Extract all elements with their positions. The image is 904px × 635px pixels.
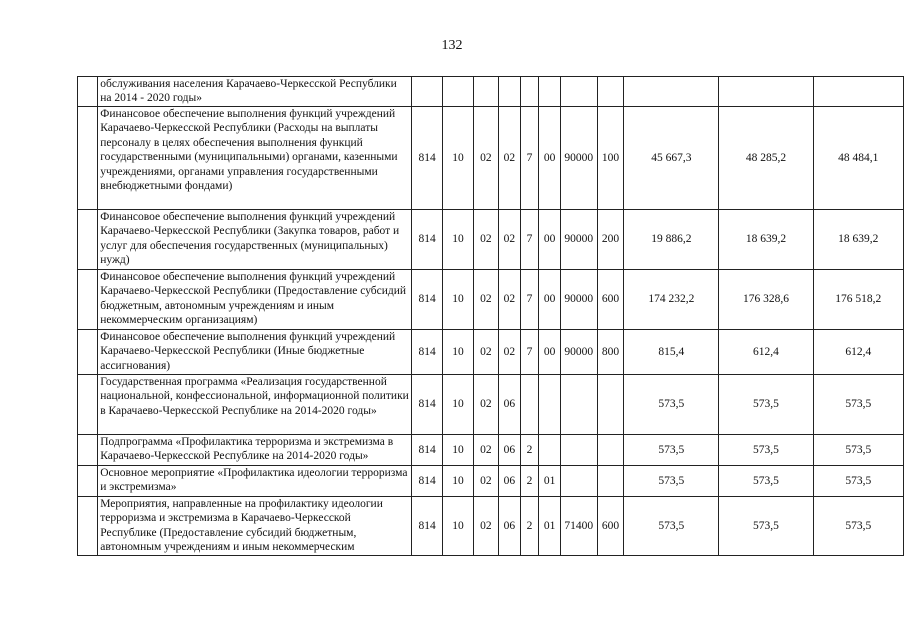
direction-code: 71400 bbox=[560, 497, 597, 556]
table-row bbox=[78, 375, 904, 435]
subprogram-code: 7 bbox=[520, 330, 539, 375]
subprogram-code: 2 bbox=[520, 497, 539, 556]
value-year-3: 612,4 bbox=[813, 330, 903, 375]
event-code: 00 bbox=[539, 330, 561, 375]
table-row bbox=[78, 435, 904, 466]
value-year-2: 573,5 bbox=[719, 375, 813, 435]
direction-code: 90000 bbox=[560, 210, 597, 270]
expense-type-code: 200 bbox=[597, 210, 624, 270]
event-code bbox=[539, 435, 561, 466]
row-name: Финансовое обеспечение выполнения функций учреждений Карачаево-Черкесской Республики (Предоставление субсидий бюджетным, автономным учреждениям и иным некоммерческим организациям) bbox=[98, 270, 412, 330]
section-code: 10 bbox=[443, 107, 473, 210]
subsection-code: 02 bbox=[473, 497, 498, 556]
blank-cell bbox=[78, 330, 98, 375]
subsection-code: 02 bbox=[473, 270, 498, 330]
value-year-2 bbox=[719, 77, 813, 107]
program-code bbox=[499, 77, 521, 107]
expense-type-code: 600 bbox=[597, 497, 624, 556]
direction-code bbox=[560, 77, 597, 107]
value-year-1: 815,4 bbox=[624, 330, 719, 375]
subprogram-code bbox=[520, 375, 539, 435]
value-year-3: 176 518,2 bbox=[813, 270, 903, 330]
blank-cell bbox=[78, 270, 98, 330]
event-code: 01 bbox=[539, 497, 561, 556]
blank-cell bbox=[78, 107, 98, 210]
section-code: 10 bbox=[443, 466, 473, 497]
program-code: 02 bbox=[499, 210, 521, 270]
blank-cell bbox=[78, 77, 98, 107]
section-code: 10 bbox=[443, 210, 473, 270]
expense-type-code bbox=[597, 435, 624, 466]
program-code: 02 bbox=[499, 107, 521, 210]
event-code: 00 bbox=[539, 210, 561, 270]
expense-type-code bbox=[597, 77, 624, 107]
admin-code: 814 bbox=[411, 210, 442, 270]
program-code: 06 bbox=[499, 375, 521, 435]
admin-code: 814 bbox=[411, 466, 442, 497]
row-name: Подпрограмма «Профилактика терроризма и экстремизма в Карачаево-Черкесской Республике на 2014-2020 годы» bbox=[98, 435, 412, 466]
value-year-2: 18 639,2 bbox=[719, 210, 813, 270]
row-name: Финансовое обеспечение выполнения функций учреждений Карачаево-Черкесской Республики (Расходы на выплаты персоналу в целях обеспечения выполнения функций государственными (муниципальными) органами, казенными учреждениями, органами управления государственными внебюджетными фондами) bbox=[98, 107, 412, 210]
value-year-1: 45 667,3 bbox=[624, 107, 719, 210]
section-code: 10 bbox=[443, 330, 473, 375]
row-name: Государственная программа «Реализация государственной национальной, конфессиональной, информационной политики в Карачаево-Черкесской Республике на 2014-2020 годы» bbox=[98, 375, 412, 435]
subprogram-code bbox=[520, 77, 539, 107]
value-year-1: 573,5 bbox=[624, 435, 719, 466]
blank-cell bbox=[78, 375, 98, 435]
expense-type-code: 100 bbox=[597, 107, 624, 210]
subsection-code: 02 bbox=[473, 330, 498, 375]
expense-type-code bbox=[597, 466, 624, 497]
program-code: 06 bbox=[499, 466, 521, 497]
subsection-code: 02 bbox=[473, 435, 498, 466]
admin-code: 814 bbox=[411, 330, 442, 375]
table-row bbox=[78, 210, 904, 270]
direction-code bbox=[560, 375, 597, 435]
value-year-2: 612,4 bbox=[719, 330, 813, 375]
section-code: 10 bbox=[443, 375, 473, 435]
expense-type-code: 800 bbox=[597, 330, 624, 375]
admin-code: 814 bbox=[411, 497, 442, 556]
subsection-code: 02 bbox=[473, 375, 498, 435]
section-code: 10 bbox=[443, 497, 473, 556]
budget-table bbox=[77, 76, 904, 556]
value-year-2: 48 285,2 bbox=[719, 107, 813, 210]
value-year-3: 573,5 bbox=[813, 375, 903, 435]
expense-type-code: 600 bbox=[597, 270, 624, 330]
subsection-code: 02 bbox=[473, 466, 498, 497]
program-code: 02 bbox=[499, 330, 521, 375]
program-code: 06 bbox=[499, 435, 521, 466]
value-year-1: 19 886,2 bbox=[624, 210, 719, 270]
table-row bbox=[78, 270, 904, 330]
direction-code bbox=[560, 466, 597, 497]
admin-code bbox=[411, 77, 442, 107]
direction-code bbox=[560, 435, 597, 466]
event-code: 00 bbox=[539, 107, 561, 210]
admin-code: 814 bbox=[411, 375, 442, 435]
subprogram-code: 2 bbox=[520, 466, 539, 497]
subsection-code: 02 bbox=[473, 210, 498, 270]
value-year-1: 174 232,2 bbox=[624, 270, 719, 330]
blank-cell bbox=[78, 497, 98, 556]
admin-code: 814 bbox=[411, 270, 442, 330]
blank-cell bbox=[78, 210, 98, 270]
value-year-2: 573,5 bbox=[719, 497, 813, 556]
direction-code: 90000 bbox=[560, 107, 597, 210]
row-name: Основное мероприятие «Профилактика идеологии терроризма и экстремизма» bbox=[98, 466, 412, 497]
admin-code: 814 bbox=[411, 107, 442, 210]
table-row bbox=[78, 77, 904, 107]
event-code bbox=[539, 375, 561, 435]
row-name: Финансовое обеспечение выполнения функций учреждений Карачаево-Черкесской Республики (Закупка товаров, работ и услуг для обеспечения государственных (муниципальных) нужд) bbox=[98, 210, 412, 270]
value-year-1: 573,5 bbox=[624, 466, 719, 497]
subprogram-code: 2 bbox=[520, 435, 539, 466]
section-code: 10 bbox=[443, 435, 473, 466]
subsection-code: 02 bbox=[473, 107, 498, 210]
program-code: 06 bbox=[499, 497, 521, 556]
expense-type-code bbox=[597, 375, 624, 435]
value-year-3 bbox=[813, 77, 903, 107]
table-row bbox=[78, 107, 904, 210]
value-year-3: 573,5 bbox=[813, 466, 903, 497]
value-year-3: 573,5 bbox=[813, 435, 903, 466]
subprogram-code: 7 bbox=[520, 270, 539, 330]
page-number: 132 bbox=[441, 38, 463, 53]
value-year-3: 48 484,1 bbox=[813, 107, 903, 210]
value-year-3: 573,5 bbox=[813, 497, 903, 556]
blank-cell bbox=[78, 435, 98, 466]
value-year-2: 573,5 bbox=[719, 435, 813, 466]
direction-code: 90000 bbox=[560, 270, 597, 330]
value-year-2: 176 328,6 bbox=[719, 270, 813, 330]
table-row bbox=[78, 466, 904, 497]
row-name: Мероприятия, направленные на профилактику идеологии терроризма и экстремизма в Карачаево-Черкесской Республике (Предоставление субсидий бюджетным, автономным учреждениям и иным некоммерческим bbox=[98, 497, 412, 556]
value-year-2: 573,5 bbox=[719, 466, 813, 497]
table-row bbox=[78, 497, 904, 556]
admin-code: 814 bbox=[411, 435, 442, 466]
value-year-3: 18 639,2 bbox=[813, 210, 903, 270]
row-name: Финансовое обеспечение выполнения функций учреждений Карачаево-Черкесской Республики (Иные бюджетные ассигнования) bbox=[98, 330, 412, 375]
table-row bbox=[78, 330, 904, 375]
event-code: 01 bbox=[539, 466, 561, 497]
event-code: 00 bbox=[539, 270, 561, 330]
blank-cell bbox=[78, 466, 98, 497]
row-name: обслуживания населения Карачаево-Черкесской Республики на 2014 - 2020 годы» bbox=[98, 77, 412, 107]
section-code bbox=[443, 77, 473, 107]
subprogram-code: 7 bbox=[520, 210, 539, 270]
value-year-1 bbox=[624, 77, 719, 107]
direction-code: 90000 bbox=[560, 330, 597, 375]
value-year-1: 573,5 bbox=[624, 375, 719, 435]
subprogram-code: 7 bbox=[520, 107, 539, 210]
subsection-code bbox=[473, 77, 498, 107]
value-year-1: 573,5 bbox=[624, 497, 719, 556]
section-code: 10 bbox=[443, 270, 473, 330]
program-code: 02 bbox=[499, 270, 521, 330]
event-code bbox=[539, 77, 561, 107]
